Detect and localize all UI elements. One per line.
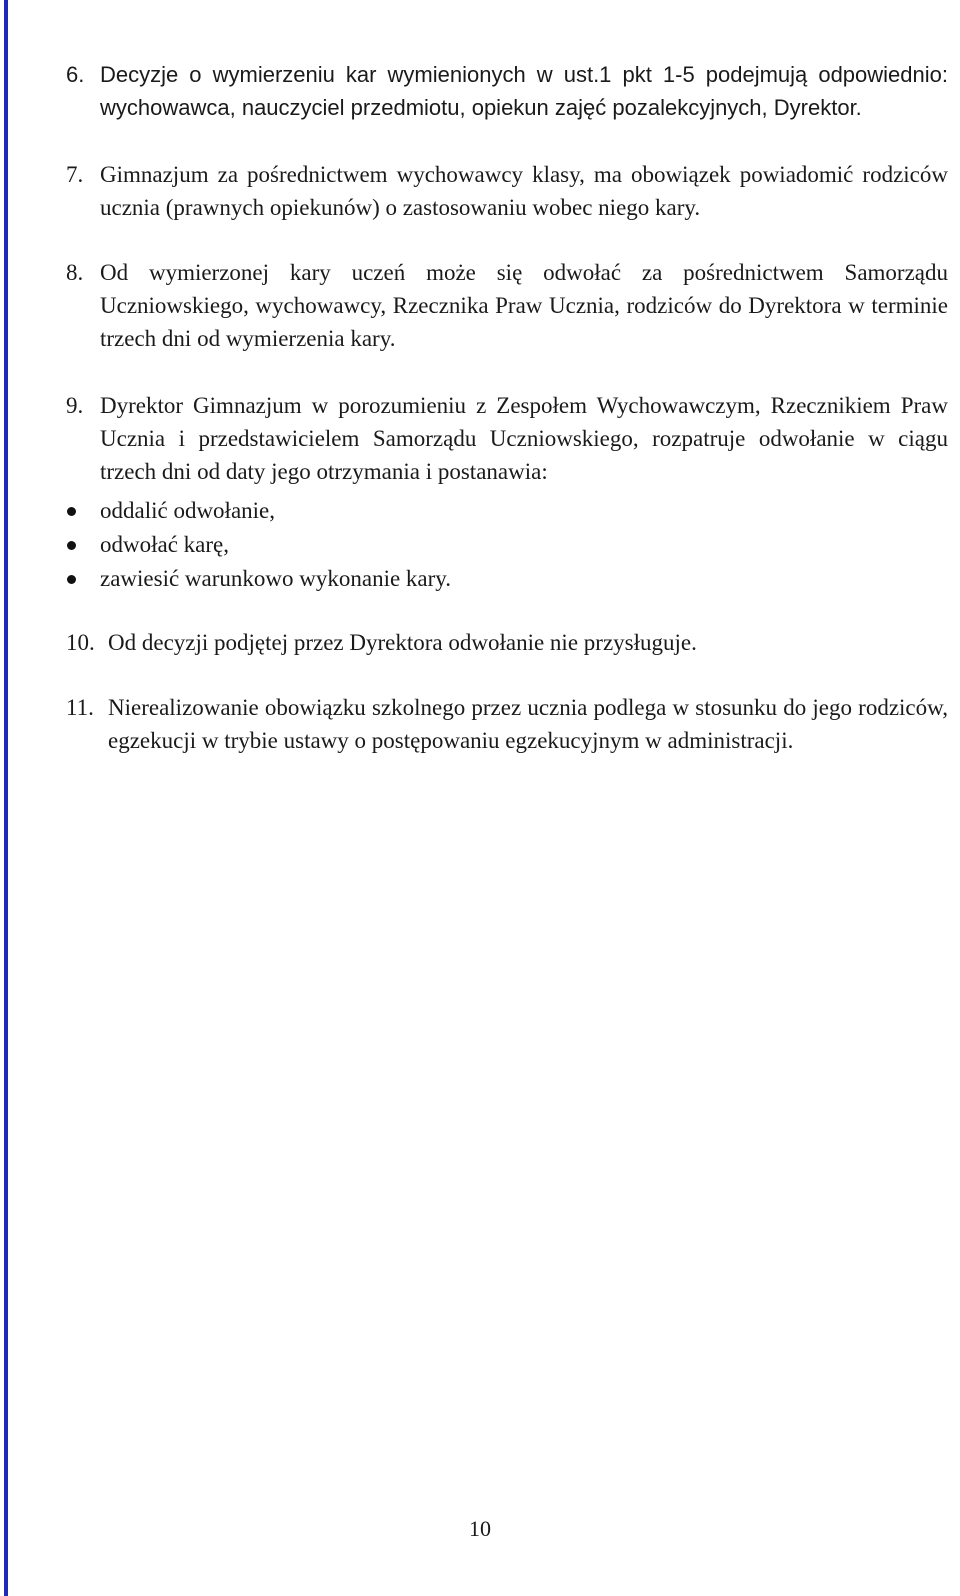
item-number: 6. — [66, 62, 85, 87]
item-text: Od wymierzonej kary uczeń może się odwołać za pośrednictwem Samorządu Uczniowskiego, wychowawcy, Rzecznika Praw Ucznia, rodziców do Dyrektora w terminie trzech dni od wymierzenia kary. — [100, 260, 948, 351]
list-item-9 — [66, 389, 948, 596]
bullet-dot-icon — [67, 541, 76, 550]
list-item-11 — [66, 691, 948, 757]
left-margin-rule — [4, 0, 8, 1596]
bullet-dot-icon — [67, 507, 76, 516]
item-text: Nierealizowanie obowiązku szkolnego przez ucznia podlega w stosunku do jego rodziców, egzekucji w trybie ustawy o postępowaniu egzekucyjnym w administracji. — [108, 695, 948, 753]
item-number: 7. — [66, 162, 84, 187]
document-page — [66, 58, 948, 757]
bullet-text: zawiesić warunkowo wykonanie kary. — [100, 566, 452, 591]
bullet-text: odwołać karę, — [100, 532, 229, 557]
item-text: Gimnazjum za pośrednictwem wychowawcy klasy, ma obowiązek powiadomić rodziców ucznia (prawnych opiekunów) o zastosowaniu wobec niego kary. — [100, 162, 948, 220]
list-item-6 — [66, 58, 948, 124]
page-number: 10 — [469, 1516, 491, 1541]
decision-options-list — [66, 494, 948, 596]
bullet-item — [66, 562, 948, 596]
item-text: Od decyzji podjętej przez Dyrektora odwołanie nie przysługuje. — [108, 630, 697, 655]
item-number: 9. — [66, 393, 84, 418]
list-item-7 — [66, 158, 948, 224]
item-number: 11. — [66, 695, 94, 720]
bullet-text: oddalić odwołanie, — [100, 498, 276, 523]
item-number: 10. — [66, 630, 95, 655]
list-item-8 — [66, 256, 948, 355]
item-number: 8. — [66, 260, 84, 285]
item-text: Decyzje o wymierzeniu kar wymienionych w ust.1 pkt 1-5 podejmują odpowiednio: wychowawca, nauczyciel przedmiotu, opiekun zajęć pozalekcyjnych, Dyrektor. — [100, 62, 948, 120]
list-item-10 — [66, 626, 948, 659]
bullet-dot-icon — [67, 575, 76, 584]
item-text: Dyrektor Gimnazjum w porozumieniu z Zespołem Wychowawczym, Rzecznikiem Praw Ucznia i przedstawicielem Samorządu Uczniowskiego, rozpatruje odwołanie w ciągu trzech dni od daty jego otrzymania i postanawia: — [100, 393, 948, 484]
bullet-item — [66, 494, 948, 528]
bullet-item — [66, 528, 948, 562]
